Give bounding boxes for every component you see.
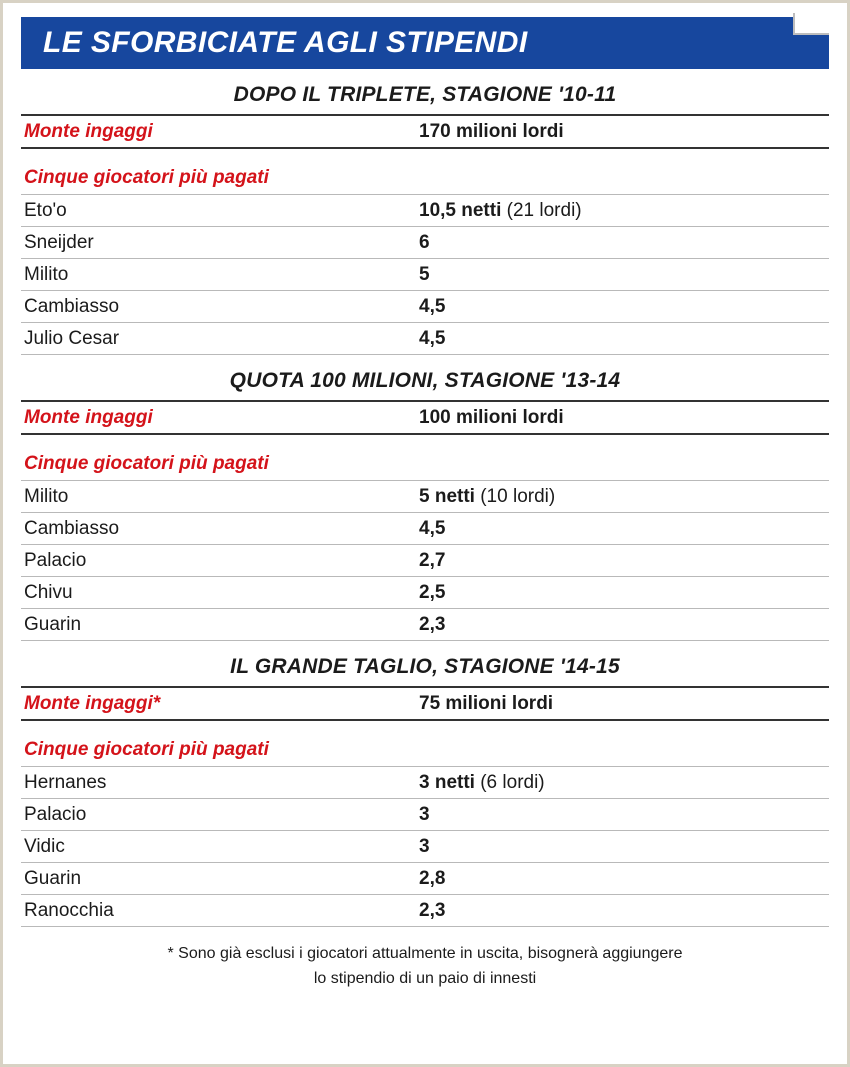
section-3 bbox=[21, 655, 829, 927]
player-name: Palacio bbox=[24, 804, 87, 825]
section-1-payroll-row bbox=[21, 116, 829, 147]
player-salary-main: 5 netti bbox=[419, 486, 475, 507]
player-name: Guarin bbox=[24, 868, 82, 889]
table-row bbox=[21, 831, 829, 862]
player-salary bbox=[419, 609, 829, 640]
footnote-line-2: lo stipendio di un paio di innesti bbox=[313, 970, 537, 987]
player-name: Palacio bbox=[24, 550, 87, 571]
player-salary bbox=[419, 513, 829, 544]
table-row bbox=[21, 895, 829, 926]
player-salary bbox=[419, 227, 829, 258]
section-2-title: QUOTA 100 MILIONI, STAGIONE '13-14 bbox=[229, 369, 621, 392]
player-name: Julio Cesar bbox=[24, 328, 120, 349]
section-1-players-heading: Cinque giocatori più pagati bbox=[24, 167, 269, 188]
section-3-payroll-value: 75 milioni lordi bbox=[419, 693, 554, 714]
player-salary-main: 2,3 bbox=[419, 614, 446, 635]
player-name: Eto'o bbox=[24, 200, 67, 221]
player-name: Milito bbox=[24, 486, 69, 507]
folded-corner-decoration bbox=[793, 13, 829, 35]
player-salary-main: 6 bbox=[419, 232, 430, 253]
player-salary bbox=[419, 323, 829, 354]
section-3-players-heading: Cinque giocatori più pagati bbox=[24, 739, 269, 760]
player-salary bbox=[419, 799, 829, 830]
section-2-gap bbox=[21, 435, 829, 447]
section-3-title: IL GRANDE TAGLIO, STAGIONE '14-15 bbox=[230, 655, 620, 678]
section-3-players bbox=[21, 766, 829, 927]
player-salary-note: (6 lordi) bbox=[480, 772, 545, 793]
player-salary bbox=[419, 259, 829, 290]
footnote bbox=[21, 941, 829, 991]
player-salary bbox=[419, 895, 829, 926]
player-salary bbox=[419, 577, 829, 608]
player-salary-main: 2,3 bbox=[419, 900, 446, 921]
player-salary bbox=[419, 545, 829, 576]
table-row bbox=[21, 545, 829, 576]
player-salary-main: 2,8 bbox=[419, 868, 446, 889]
player-name: Ranocchia bbox=[24, 900, 114, 921]
player-salary bbox=[419, 195, 829, 226]
player-salary-main: 4,5 bbox=[419, 328, 446, 349]
section-3-payroll-label: Monte ingaggi* bbox=[24, 693, 161, 714]
player-name: Cambiasso bbox=[24, 518, 120, 539]
title-bar bbox=[21, 17, 829, 69]
player-salary-main: 2,5 bbox=[419, 582, 446, 603]
player-salary-main: 4,5 bbox=[419, 296, 446, 317]
section-2-payroll-label: Monte ingaggi bbox=[24, 407, 153, 428]
player-salary bbox=[419, 291, 829, 322]
table-row bbox=[21, 227, 829, 258]
section-1-payroll-label: Monte ingaggi bbox=[24, 121, 153, 142]
player-name: Milito bbox=[24, 264, 69, 285]
table-row bbox=[21, 609, 829, 640]
player-salary bbox=[419, 863, 829, 894]
player-salary-note: (10 lordi) bbox=[480, 486, 556, 507]
divider bbox=[21, 926, 829, 927]
section-3-gap bbox=[21, 721, 829, 733]
table-row bbox=[21, 291, 829, 322]
table-row bbox=[21, 323, 829, 354]
section-2-payroll-row bbox=[21, 402, 829, 433]
section-3-payroll-row bbox=[21, 688, 829, 719]
player-salary-main: 4,5 bbox=[419, 518, 446, 539]
section-2 bbox=[21, 369, 829, 641]
table-row bbox=[21, 259, 829, 290]
player-salary bbox=[419, 767, 829, 798]
section-2-payroll-value: 100 milioni lordi bbox=[419, 407, 564, 428]
section-1-payroll-value: 170 milioni lordi bbox=[419, 121, 564, 142]
divider bbox=[21, 640, 829, 641]
player-salary-main: 3 bbox=[419, 804, 430, 825]
table-row bbox=[21, 799, 829, 830]
section-1-title: DOPO IL TRIPLETE, STAGIONE '10-11 bbox=[233, 83, 617, 106]
player-salary-main: 3 netti bbox=[419, 772, 475, 793]
divider bbox=[21, 354, 829, 355]
infographic-inner bbox=[21, 17, 829, 1054]
page-title: LE SFORBICIATE AGLI STIPENDI bbox=[43, 26, 528, 59]
section-2-players-heading: Cinque giocatori più pagati bbox=[24, 453, 269, 474]
player-salary bbox=[419, 481, 829, 512]
player-name: Sneijder bbox=[24, 232, 94, 253]
player-salary-main: 5 bbox=[419, 264, 430, 285]
table-row bbox=[21, 513, 829, 544]
footnote-line-1: * Sono già esclusi i giocatori attualmente in uscita, bisognerà aggiungere bbox=[167, 945, 683, 962]
table-row bbox=[21, 577, 829, 608]
section-1-gap bbox=[21, 149, 829, 161]
player-name: Hernanes bbox=[24, 772, 107, 793]
section-2-players bbox=[21, 480, 829, 641]
player-name: Cambiasso bbox=[24, 296, 120, 317]
section-1-players bbox=[21, 194, 829, 355]
player-name: Chivu bbox=[24, 582, 73, 603]
player-salary-main: 3 bbox=[419, 836, 430, 857]
table-row bbox=[21, 767, 829, 798]
table-row bbox=[21, 481, 829, 512]
player-salary-main: 10,5 netti bbox=[419, 200, 502, 221]
player-salary-note: (21 lordi) bbox=[506, 200, 582, 221]
table-row bbox=[21, 195, 829, 226]
table-row bbox=[21, 863, 829, 894]
player-salary bbox=[419, 831, 829, 862]
player-name: Vidic bbox=[24, 836, 65, 857]
player-name: Guarin bbox=[24, 614, 82, 635]
player-salary-main: 2,7 bbox=[419, 550, 446, 571]
section-1 bbox=[21, 83, 829, 355]
